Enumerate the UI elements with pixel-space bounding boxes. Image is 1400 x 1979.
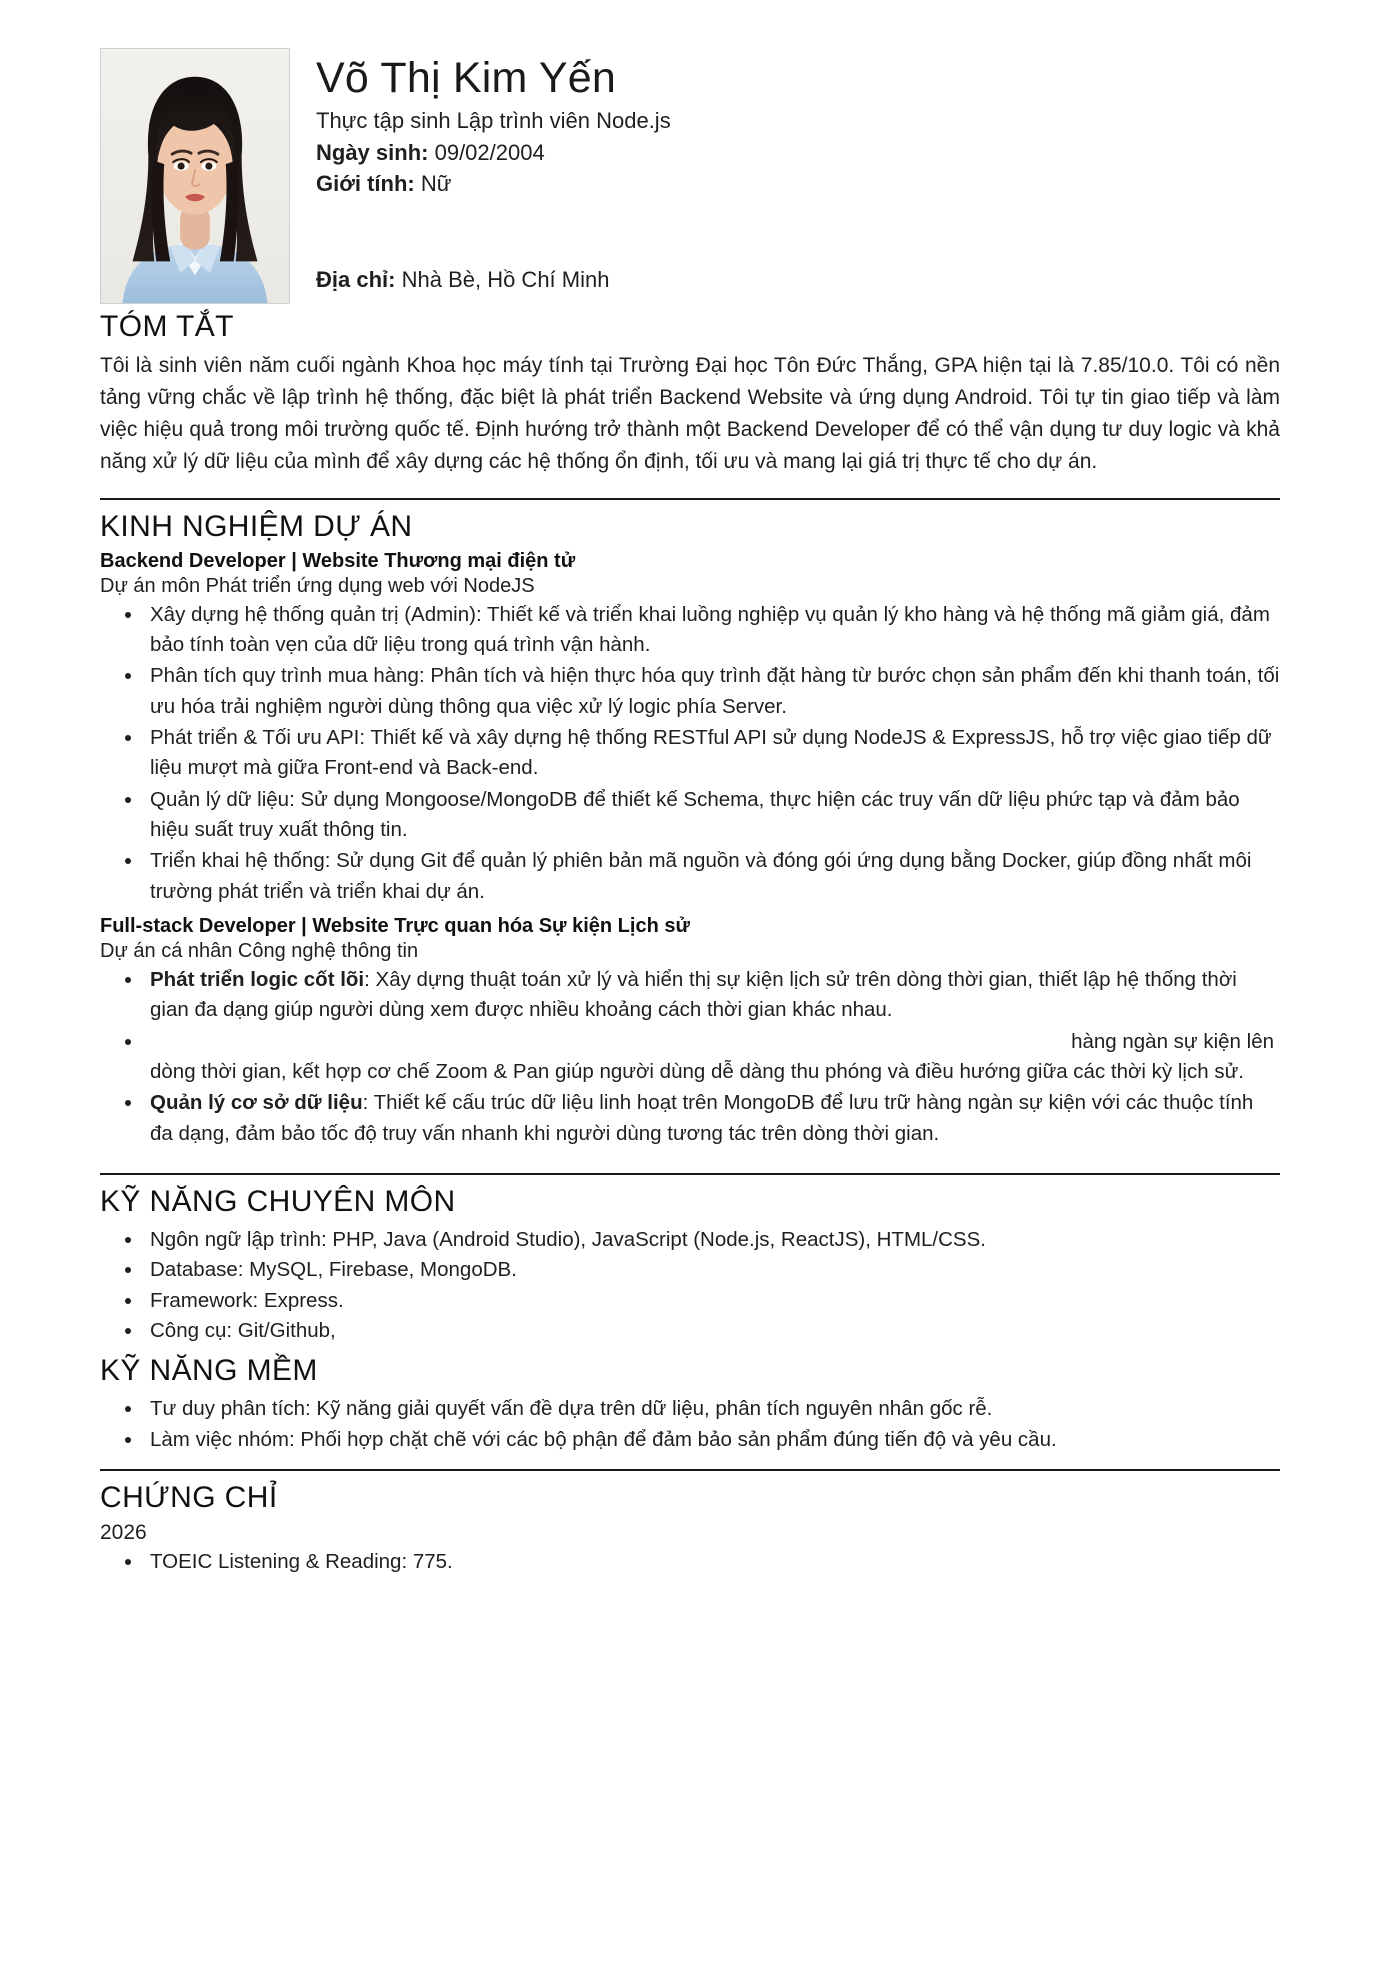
list-item: • TOEIC Listening & Reading: 775. [144,1547,1280,1577]
list-item: • Quản lý dữ liệu: Sử dụng Mongoose/MongoDB để thiết kế Schema, thực hiện các truy vấn dữ liệu phức tạp và đảm bảo hiệu suất truy xuất thông tin. [144,785,1280,846]
address-line [316,265,1280,304]
section-soft-skills [100,1354,1280,1455]
hard-skills-heading: KỸ NĂNG CHUYÊN MÔN [100,1184,456,1218]
divider-hard-skills [100,1173,1280,1175]
address-label: Địa chỉ: [316,267,396,293]
list-item [144,965,1280,1026]
list-item: • Ngôn ngữ lập trình: PHP, Java (Android Studio), JavaScript (Node.js, ReactJS), HTML/CSS. [144,1225,1280,1255]
summary-text: Tôi là sinh viên năm cuối ngành Khoa học máy tính tại Trường Đại học Tôn Đức Thắng, GPA hiện tại là 7.85/10.0. Tôi có nền tảng vững chắc về lập trình hệ thống, đặc biệt là phát triển Backend Website và ứng dụng Android. Tôi tự tin giao tiếp và làm việc hiệu quả trong môi trường quốc tế. Định hướng trở thành một Backend Developer để có thể vận dụng tư duy logic và khả năng xử lý dữ liệu của mình để xây dựng các hệ thống ổn định, tối ưu và mang lại giá trị thực tế cho dự án. [100,354,1280,473]
experience-entry [100,915,1280,1149]
section-experience [100,510,1280,1159]
certificate-year: 2026 [100,1520,147,1544]
list-item-right-text: • hàng ngàn sự kiện lên [1071,1029,1274,1053]
list-item-lead: Quản lý cơ sở dữ liệu [150,1091,363,1115]
list-item: • Làm việc nhóm: Phối hợp chặt chẽ với các bộ phận để đảm bảo sản phẩm đúng tiến độ và yêu cầu. [144,1425,1280,1455]
list-item: • Phát triển & Tối ưu API: Thiết kế và xây dựng hệ thống RESTful API sử dụng NodeJS & ExpressJS, hỗ trợ việc giao tiếp dữ liệu mượt mà giữa Front-end và Back-end. [144,723,1280,784]
list-item: • Database: MySQL, Firebase, MongoDB. [144,1255,1280,1285]
resume-header [100,48,1280,304]
address-value: Nhà Bè, Hồ Chí Minh [401,267,610,293]
list-item: • Phân tích quy trình mua hàng: Phân tích và hiện thực hóa quy trình đặt hàng từ bước chọn sản phẩm đến khi thanh toán, tối ưu hóa trải nghiệm người dùng thông qua việc xử lý logic phía Server. [144,661,1280,722]
list-item: • Xây dựng hệ thống quản trị (Admin): Thiết kế và triển khai luồng nghiệp vụ quản lý kho hàng và hệ thống mã giảm giá, đảm bảo tính toàn vẹn của dữ liệu trong quá trình vận hành. [144,600,1280,661]
summary-heading: TÓM TẮT [100,310,234,343]
portrait-photo-graphic [101,49,289,303]
section-summary [100,308,1280,484]
certificates-heading: CHỨNG CHỈ [100,1480,278,1514]
divider-experience [100,498,1280,500]
project-bullets [100,600,1280,907]
gender-value: Nữ [420,170,452,196]
project-subtitle: Dự án cá nhân Công nghệ thông tin [100,939,419,962]
list-item-lead: Phát triển logic cốt lõi [150,967,365,991]
page-title: Võ Thị Kim Yến [316,54,616,102]
list-item-text: : Thiết kế cấu trúc dữ liệu linh hoạt trên MongoDB để lưu trữ hàng ngàn sự kiện với các thuộc tính đa dạng, đảm bảo tốc độ truy vấn nhanh khi người dùng tương tác trên dòng thời gian. [150,1091,1254,1145]
soft-skills-heading: KỸ NĂNG MỀM [100,1354,318,1388]
divider-certificates [100,1469,1280,1471]
list-item: • Framework: Express. [144,1286,1280,1316]
date-of-birth-line [316,138,1280,169]
project-title: Full-stack Developer | Website Trực quan hóa Sự kiện Lịch sử [100,914,690,937]
experience-entry [100,550,1280,907]
gender-line [316,169,1280,200]
list-item [144,1088,1280,1149]
hard-skills-list [100,1225,1280,1346]
gender-label: Giới tính: [316,170,415,196]
list-item-text: : Xây dựng thuật toán xử lý và hiển thị sự kiện lịch sử trên dòng thời gian, thiết lập hệ thống thời gian đa dạng giúp người dùng xem được nhiều khoảng cách thời gian khác nhau. [150,967,1237,1022]
certificates-list [100,1547,1280,1577]
project-bullets [100,965,1280,1149]
experience-heading: KINH NGHIỆM DỰ ÁN [100,509,413,543]
soft-skills-list [100,1394,1280,1455]
date-of-birth-value: 09/02/2004 [434,139,545,165]
list-item [144,1027,1280,1088]
project-subtitle: Dự án môn Phát triển ứng dụng web với NodeJS [100,574,535,597]
date-of-birth-label: Ngày sinh: [316,139,429,165]
list-item: • Tư duy phân tích: Kỹ năng giải quyết vấn đề dựa trên dữ liệu, phân tích nguyên nhân gốc rễ. [144,1394,1280,1424]
section-certificates [100,1481,1280,1577]
section-hard-skills [100,1185,1280,1346]
list-item: • Công cụ: Git/Github, [144,1316,1280,1346]
project-title: Backend Developer | Website Thương mại điện tử [100,549,576,572]
list-item-text: dòng thời gian, kết hợp cơ chế Zoom & Pan giúp người dùng dễ dàng thu phóng và điều hướng giữa các thời kỳ lịch sử. [150,1059,1245,1083]
header-details [316,48,1280,304]
list-item: • Triển khai hệ thống: Sử dụng Git để quản lý phiên bản mã nguồn và đóng gói ứng dụng bằng Docker, giúp đồng nhất môi trường phát triển và triển khai dự án. [144,846,1280,907]
portrait-photo [100,48,290,304]
job-title: Thực tập sinh Lập trình viên Node.js [316,108,671,134]
